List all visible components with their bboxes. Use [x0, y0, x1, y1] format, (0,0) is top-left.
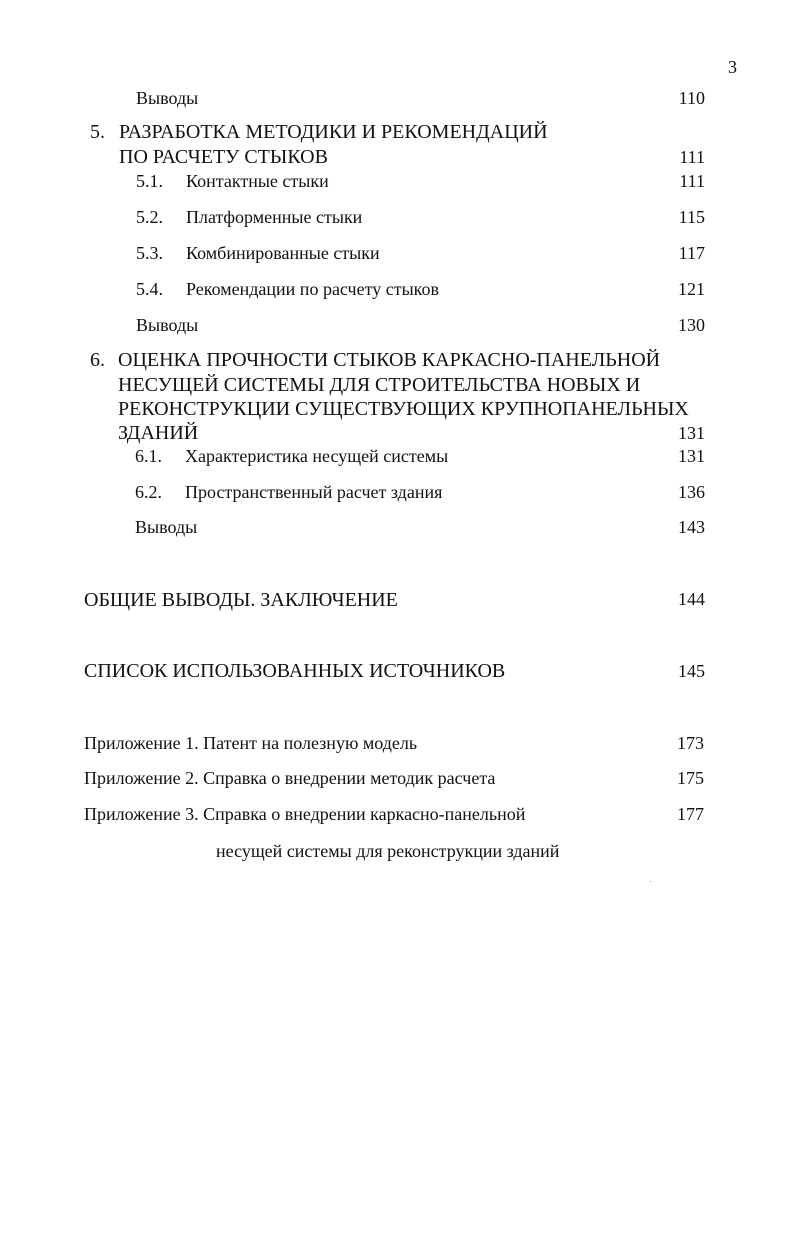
toc-chapter-number: 6. [90, 349, 105, 371]
toc-entry-page: 145 [678, 661, 705, 681]
toc-chapter-title-line: РЕКОНСТРУКЦИИ СУЩЕСТВУЮЩИХ КРУПНОПАНЕЛЬНЫХ [118, 398, 689, 420]
toc-entry-title: Комбинированные стыки [186, 243, 380, 263]
toc-entry-page: 144 [678, 589, 705, 609]
toc-entry-title: Характеристика несущей системы [185, 446, 449, 466]
toc-section-number: 6.1. [135, 446, 162, 466]
toc-chapter-title-line: ПО РАСЧЕТУ СТЫКОВ [119, 146, 328, 168]
toc-entry-page: 131 [678, 446, 705, 466]
toc-chapter-title-line: НЕСУЩЕЙ СИСТЕМЫ ДЛЯ СТРОИТЕЛЬСТВА НОВЫХ И [118, 374, 641, 396]
toc-chapter-title-line: ОЦЕНКА ПРОЧНОСТИ СТЫКОВ КАРКАСНО-ПАНЕЛЬНОЙ [118, 349, 661, 371]
toc-entry-title: Выводы [135, 517, 198, 537]
toc-entry-title: Контактные стыки [186, 171, 329, 191]
toc-entry-title: СПИСОК ИСПОЛЬЗОВАННЫХ ИСТОЧНИКОВ [84, 660, 506, 682]
toc-entry-page: 175 [677, 768, 704, 788]
toc-appendix-title: Приложение 3. Справка о внедрении каркасно-панельной [84, 804, 526, 824]
toc-entry-page: 111 [679, 147, 705, 167]
toc-chapter-number: 5. [90, 121, 105, 143]
toc-entry-title: ОБЩИЕ ВЫВОДЫ. ЗАКЛЮЧЕНИЕ [84, 589, 398, 611]
toc-entry-page: 136 [678, 482, 705, 502]
toc-entry-page: 111 [679, 171, 705, 191]
toc-chapter-title-line: РАЗРАБОТКА МЕТОДИКИ И РЕКОМЕНДАЦИЙ [119, 121, 548, 143]
toc-entry-page: 143 [678, 517, 705, 537]
toc-section-number: 5.1. [136, 171, 163, 191]
toc-entry-page: 110 [678, 88, 705, 108]
page-number: 3 [728, 57, 737, 77]
toc-appendix-title: Приложение 1. Патент на полезную модель [84, 733, 418, 753]
toc-entry-page: 115 [678, 207, 705, 227]
toc-entry-title: Выводы [136, 88, 199, 108]
toc-entry-page: 121 [678, 279, 705, 299]
toc-entry-title: Платформенные стыки [186, 207, 363, 227]
toc-entry-page: 173 [677, 733, 704, 753]
toc-chapter-title-line: ЗДАНИЙ [118, 422, 199, 444]
toc-appendix-title: Приложение 2. Справка о внедрении методик расчета [84, 768, 496, 788]
toc-section-number: 5.3. [136, 243, 163, 263]
scan-speck [650, 881, 651, 882]
toc-section-number: 6.2. [135, 482, 162, 502]
toc-entry-title: Пространственный расчет здания [185, 482, 443, 502]
toc-entry-page: 177 [677, 804, 704, 824]
toc-section-number: 5.4. [136, 279, 163, 299]
toc-entry-title: Рекомендации по расчету стыков [186, 279, 440, 299]
toc-section-number: 5.2. [136, 207, 163, 227]
toc-entry-title: Выводы [136, 315, 199, 335]
toc-appendix-title-line: несущей системы для реконструкции зданий [216, 841, 560, 861]
toc-entry-page: 131 [678, 423, 705, 443]
toc-entry-page: 117 [678, 243, 705, 263]
toc-entry-page: 130 [678, 315, 705, 335]
